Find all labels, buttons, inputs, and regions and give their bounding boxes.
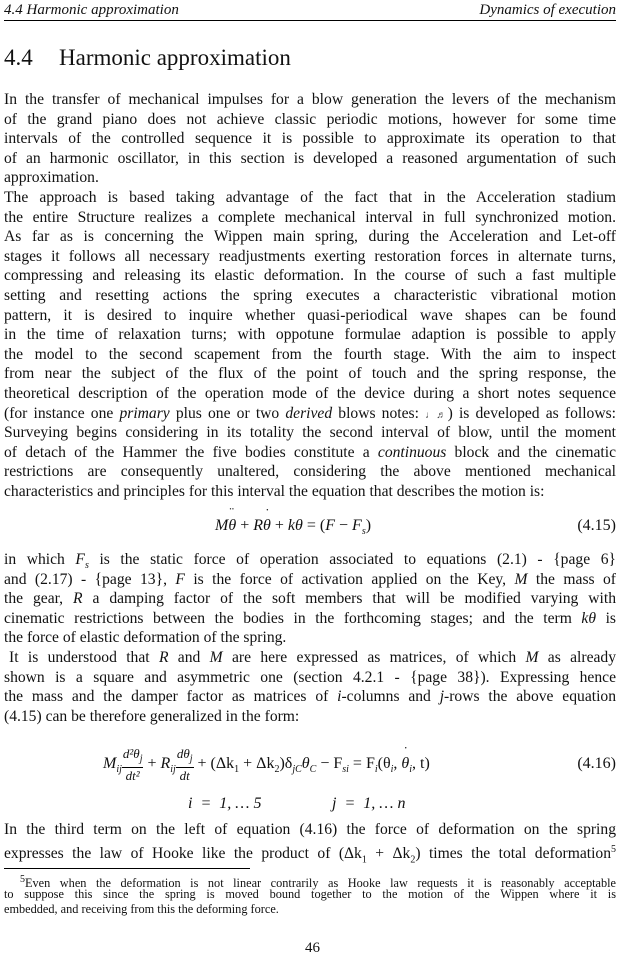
subscript: 2 xyxy=(274,764,280,776)
equation-body xyxy=(103,746,430,783)
text-line: compressing and releasing its elastic deformation. In the course of such a fast multiple xyxy=(4,267,616,285)
symbol-M: M xyxy=(525,649,539,666)
symbol-R: R xyxy=(73,590,83,608)
text-run: is xyxy=(596,609,616,627)
text-run: expresses the law of Hooke like the product of (Δk xyxy=(4,844,362,862)
term: , xyxy=(393,754,402,772)
symbol-R: R xyxy=(160,754,171,772)
text-run: a damping factor of the soft members that will be modified varying with xyxy=(82,590,616,608)
symbol-R: R xyxy=(158,649,169,666)
text-line: setting and resetting actions the spring executes a characteristic vibrational motion xyxy=(4,286,616,304)
text-line: The approach is based taking advantage of the fact that in the Acceleration stadium xyxy=(4,189,616,206)
running-header xyxy=(4,1,616,21)
text-run: block and the cinematic xyxy=(446,443,616,461)
term: + (Δk xyxy=(193,754,235,772)
text-run: is the static force of operation associated to equations (2.1) - {page 6} xyxy=(88,551,616,568)
symbol-F: F xyxy=(352,517,362,534)
symbol-i: i xyxy=(337,688,342,706)
subscript: C xyxy=(309,764,317,776)
text-line: the model to the second scapement from the fourth stage. With the aim to inspect xyxy=(4,345,616,363)
equation-body xyxy=(215,517,371,537)
paragraph-1 xyxy=(4,90,616,188)
text-line: embedded, and receiving from this the deforming force. xyxy=(4,902,279,917)
symbol-R: R xyxy=(253,517,263,534)
operator: + xyxy=(270,517,288,534)
footnote-rule xyxy=(4,868,250,869)
text-line: the entire Structure realizes a complete mechanical interval in full synchronized motion. xyxy=(4,208,616,226)
text-line: the force of elastic deformation of the spring. xyxy=(4,629,287,647)
page-number: 46 xyxy=(305,940,320,956)
emphasis-primary: primary xyxy=(119,404,170,422)
text-line xyxy=(4,872,616,891)
text-line xyxy=(4,570,616,590)
term: (θ xyxy=(377,754,391,772)
text-run: of detach of the Hammer the five bodies constitute a xyxy=(4,443,378,461)
paragraph-3 xyxy=(4,550,616,648)
text-line: from near the subject of the flux of the point of touch and the spring response, the xyxy=(4,365,616,383)
text-line xyxy=(4,550,616,570)
symbol-k: k xyxy=(287,517,295,534)
numerator: dθ xyxy=(176,746,190,761)
section-heading xyxy=(4,44,291,72)
text-line: In the transfer of mechanical impulses for a blow generation the levers of the mechanism xyxy=(4,91,616,108)
text-line xyxy=(4,589,616,609)
text-line xyxy=(4,443,616,463)
denominator: dt xyxy=(179,767,190,783)
footnote xyxy=(4,872,616,918)
text-run: cinematic restrictions between the bodies in the forthcoming stages; and the term xyxy=(4,609,582,627)
text-line: Surveying begins considering in its totality the second interval of blow, until the moment xyxy=(4,424,616,442)
operator: − xyxy=(335,517,353,534)
text-line xyxy=(4,687,616,707)
text-line: to suppose this since the spring is moved bound together to the motion of the Wippen where it is xyxy=(4,887,616,902)
text-run: plus one or two xyxy=(169,404,286,422)
text-run: and xyxy=(168,649,210,666)
range-j: j = 1, … n xyxy=(332,795,406,812)
symbol-theta: θ xyxy=(301,754,310,772)
term: − F xyxy=(316,754,343,772)
subscript: si xyxy=(342,764,349,776)
text-line: (4.15) can be therefore generalized in the form: xyxy=(4,707,300,725)
text-line: intervals of the controlled sequence it is possible to approximate its operation to that xyxy=(4,130,616,148)
range-i: i = 1, … 5 xyxy=(188,795,262,812)
subscript: i xyxy=(390,764,394,776)
text-line: As far as is concerning the Wippen main spring, during the Acceleration and Let-off xyxy=(4,228,616,246)
paragraph-2 xyxy=(4,188,616,502)
text-run: and (2.17) - {page 13}, xyxy=(4,570,176,588)
footnote-marker[interactable]: 5 xyxy=(611,843,617,855)
text-line: restrictions are consequently unaltered, considering the above mentioned mechanical xyxy=(4,463,616,481)
symbol-M: M xyxy=(209,649,223,666)
text-run: as already xyxy=(538,649,617,666)
text-run: the mass and the damper factor as matrices of xyxy=(4,688,338,706)
text-run: are here expressed as matrices, of which xyxy=(222,649,526,666)
operator: ) xyxy=(365,517,372,534)
equation-number: (4.15) xyxy=(577,517,616,534)
text-line: stages it follows all necessary readjustments exerting restoration forces in alternate turns, xyxy=(4,247,616,265)
fraction xyxy=(176,746,194,783)
text-run: (for instance one xyxy=(4,404,120,422)
symbol-M: M xyxy=(215,517,229,534)
term: + Δk xyxy=(239,754,275,772)
footnote-mark: 5 xyxy=(20,874,25,885)
text-run: is the force of activation applied on the Key, xyxy=(184,570,515,588)
subscript: 1 xyxy=(361,853,367,865)
paragraph-4 xyxy=(4,648,616,726)
text-line xyxy=(4,648,616,668)
text-line: approximation. xyxy=(4,169,99,187)
equation-4-15 xyxy=(0,517,625,539)
text-line: of an harmonic oscillator, in this section is developed a reasoned argumentation of such xyxy=(4,149,616,167)
text-run: the gear, xyxy=(4,590,74,608)
subscript: jC xyxy=(292,764,302,776)
subscript: j xyxy=(189,753,193,765)
text-line xyxy=(4,609,616,629)
text-run: in which xyxy=(4,551,76,568)
symbol-F: F xyxy=(325,517,335,534)
operator: + xyxy=(143,754,161,772)
section-number: 4.4 xyxy=(4,45,33,70)
text-line: In the third term on the left of equation (4.16) the force of deformation on the spring xyxy=(4,821,616,838)
subscript: i xyxy=(374,764,378,776)
symbol-F: F xyxy=(175,570,185,588)
emphasis-derived: derived xyxy=(285,404,333,422)
symbol-M: M xyxy=(103,754,117,772)
operator: + xyxy=(236,517,254,534)
text-run: ) is developed as follows: xyxy=(447,404,616,422)
numerator: d²θ xyxy=(122,746,140,761)
header-section: 4.4 Harmonic approximation xyxy=(4,2,179,18)
text-line xyxy=(4,404,616,424)
text-run: -rows the above equation xyxy=(444,688,616,706)
text-run: the mass of xyxy=(527,570,616,588)
term: , t) xyxy=(412,754,430,772)
text-line: pattern, it is desired to inquire whether quasi-periodical wave shapes can be found xyxy=(4,306,616,324)
subscript: ij xyxy=(116,764,122,776)
text-run: Even when the deformation is not linear contrarily as Hooke law requests it is reasonably acceptable xyxy=(25,876,616,891)
header-chapter: Dynamics of execution xyxy=(479,2,616,18)
denominator: dt² xyxy=(125,767,140,783)
text-run: + Δk xyxy=(366,844,411,862)
text-line: theoretical description of the operation mode of the device during a short notes sequence xyxy=(4,384,616,402)
subscript: s xyxy=(84,560,89,572)
symbol-j: j xyxy=(439,688,445,706)
text-run: blows notes: xyxy=(332,404,426,422)
emphasis-continuous: continuous xyxy=(377,443,447,461)
text-line: shown is a square and asymmetric one (section 4.2.1 - {page 38}). Expressing hence xyxy=(4,668,616,686)
symbol-theta-ddot: θ ¨ xyxy=(228,517,236,535)
symbol-F: F xyxy=(75,551,85,568)
text-run: -columns and xyxy=(341,688,440,706)
subscript: i xyxy=(409,764,413,776)
text-run: ) times the total deformation xyxy=(415,844,612,862)
symbol-M: M xyxy=(514,570,528,588)
text-line xyxy=(4,840,617,865)
text-line: characteristics and principles for this interval the equation that describes the motion is: xyxy=(4,482,545,500)
subscript: 1 xyxy=(234,764,240,776)
music-notes-icon: ♩♬ xyxy=(425,409,448,421)
symbol-k-theta: kθ xyxy=(581,609,596,627)
equation-4-16 xyxy=(0,746,625,786)
symbol-theta-dot: θ ˙ xyxy=(263,517,271,535)
symbol-theta: θ xyxy=(295,517,303,534)
fraction xyxy=(122,746,144,783)
paragraph-5 xyxy=(4,820,617,865)
text-run: It is understood that xyxy=(9,649,159,666)
symbol-theta-dot: θ ˙ xyxy=(401,755,409,773)
equation-number: (4.16) xyxy=(577,755,616,772)
term: = F xyxy=(348,754,375,772)
subscript: ij xyxy=(170,764,176,776)
equation-index-ranges xyxy=(0,795,625,815)
subscript: 2 xyxy=(410,853,416,865)
subscript: j xyxy=(139,753,143,765)
operator: = ( xyxy=(302,517,326,534)
text-line: of the grand piano does not achieve classic periodic motions, however for some time xyxy=(4,110,616,128)
section-title: Harmonic approximation xyxy=(59,45,291,70)
term: )δ xyxy=(279,754,293,772)
subscript: s xyxy=(361,526,366,538)
text-line: in the time of relaxation turns; with oppotune formulae adaption is possible to apply xyxy=(4,326,616,344)
